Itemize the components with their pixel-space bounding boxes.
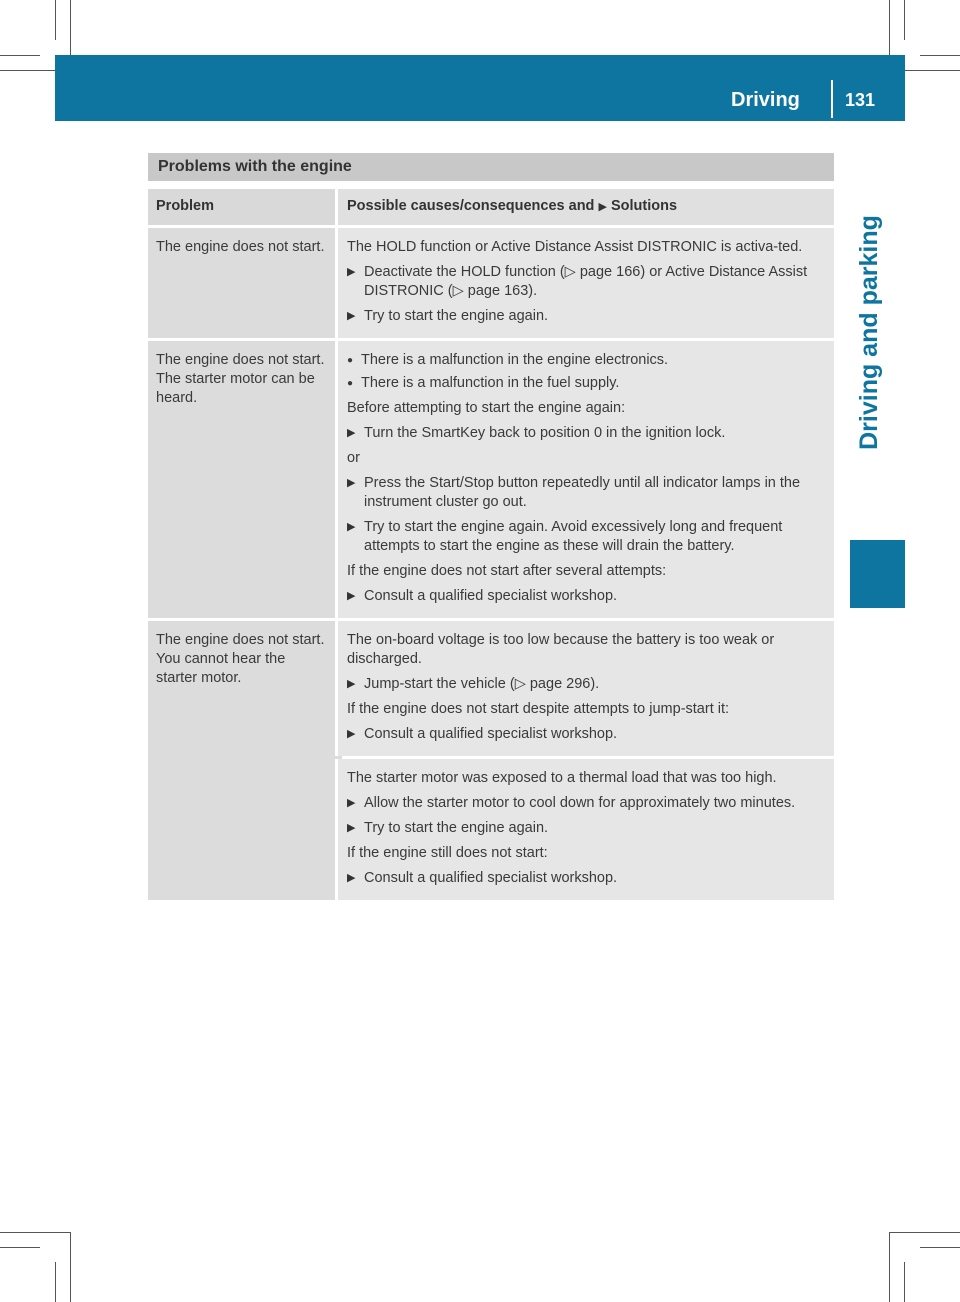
arrow-right-icon: ▶ — [347, 521, 356, 533]
solution-step-text: Jump-start the vehicle (▷ page 296). — [364, 676, 600, 692]
bullet-item — [347, 351, 825, 370]
solution-step — [347, 263, 825, 301]
solution-cell — [338, 341, 834, 618]
column-header-solutions — [338, 189, 834, 225]
problem-cell — [148, 341, 335, 618]
cause-text: If the engine still does not start: — [347, 845, 548, 861]
solution-step — [347, 725, 825, 744]
problem-text: The engine does not start. — [156, 239, 325, 255]
problem-cell — [148, 759, 335, 900]
solution-step — [347, 307, 825, 326]
crop-mark — [890, 1232, 960, 1233]
solution-step-text: Deactivate the HOLD function (▷ page 166) or Active Distance Assist DISTRONIC (▷ page 163). — [364, 264, 808, 299]
crop-mark — [0, 1232, 70, 1233]
problem-text: The engine does not start. The starter motor can be heard. — [156, 352, 325, 406]
crop-mark — [0, 1247, 40, 1248]
side-tab-label: Driving and parking — [855, 214, 884, 450]
table-header-row — [148, 189, 834, 225]
problem-cell — [148, 228, 335, 338]
solution-step-text: Consult a qualified specialist workshop. — [364, 726, 618, 742]
crop-mark — [920, 1247, 960, 1248]
column-header-problem: Problem — [148, 189, 335, 225]
crop-mark — [920, 55, 960, 56]
arrow-right-icon: ▶ — [347, 477, 356, 489]
cause-text: If the engine does not start after several attempts: — [347, 563, 667, 579]
solution-step-text: Allow the starter motor to cool down for approximately two minutes. — [364, 795, 796, 811]
bullet-text: There is a malfunction in the fuel supply. — [361, 375, 620, 391]
table-body — [148, 225, 834, 900]
solution-step-text: Try to start the engine again. — [364, 820, 549, 836]
cause-text: If the engine does not start despite attempts to jump-start it: — [347, 701, 730, 717]
solution-step — [347, 869, 825, 888]
cause-text: or — [347, 450, 360, 466]
solution-step — [347, 819, 825, 838]
cause-text: The starter motor was exposed to a thermal load that was too high. — [347, 770, 777, 786]
side-tab — [834, 121, 905, 543]
arrow-right-icon: ▶ — [347, 822, 356, 834]
problem-table — [148, 189, 834, 900]
solution-step-text: Consult a qualified specialist workshop. — [364, 870, 618, 886]
solution-step-text: Consult a qualified specialist workshop. — [364, 588, 618, 604]
bullet-icon: ● — [347, 378, 354, 389]
section-title: Problems with the engine — [148, 153, 834, 181]
bullet-icon: ● — [347, 355, 354, 366]
crop-mark — [889, 1232, 890, 1302]
crop-mark — [55, 0, 56, 40]
column-header-solutions-after: Solutions — [610, 198, 678, 214]
problem-text: The engine does not start. You cannot hear the starter motor. — [156, 632, 325, 686]
solution-step-text: Turn the SmartKey back to position 0 in the ignition lock. — [364, 425, 726, 441]
crop-mark — [904, 0, 905, 40]
column-header-solutions-before: Possible causes/consequences and — [347, 198, 595, 214]
bullet-text: There is a malfunction in the engine electronics. — [361, 352, 669, 368]
solution-step — [347, 587, 825, 606]
page-number: 131 — [845, 90, 876, 110]
solution-cell — [338, 228, 834, 338]
crop-mark — [904, 1262, 905, 1302]
arrow-right-icon: ▶ — [347, 590, 356, 602]
solution-cell — [338, 759, 834, 900]
header-divider — [831, 80, 833, 118]
solution-step — [347, 675, 825, 694]
arrow-right-icon: ▶ — [347, 872, 356, 884]
solution-step — [347, 424, 825, 443]
arrow-right-icon: ▶ — [347, 678, 356, 690]
arrow-right-icon: ▶ — [598, 201, 607, 213]
table-row — [148, 759, 834, 900]
arrow-right-icon: ▶ — [347, 728, 356, 740]
side-tab-marker — [850, 540, 905, 608]
table-row — [148, 621, 834, 756]
problem-cell — [148, 621, 335, 756]
arrow-right-icon: ▶ — [347, 427, 356, 439]
crop-mark — [0, 55, 40, 56]
table-row — [148, 228, 834, 338]
arrow-right-icon: ▶ — [347, 266, 356, 278]
solution-step-text: Try to start the engine again. Avoid excessively long and frequent attempts to start the engine as these will drain the battery. — [364, 519, 783, 554]
solution-step — [347, 474, 825, 512]
solution-step — [347, 794, 825, 813]
solution-step-text: Try to start the engine again. — [364, 308, 549, 324]
crop-mark — [55, 1262, 56, 1302]
arrow-right-icon: ▶ — [347, 310, 356, 322]
bullet-item — [347, 374, 825, 393]
crop-mark — [70, 1232, 71, 1302]
arrow-right-icon: ▶ — [347, 797, 356, 809]
solution-cell — [338, 621, 834, 756]
cause-text: The HOLD function or Active Distance Assist DISTRONIC is activa-ted. — [347, 239, 803, 255]
chapter-title: Driving — [731, 89, 800, 111]
cause-text: Before attempting to start the engine again: — [347, 400, 626, 416]
solution-step-text: Press the Start/Stop button repeatedly until all indicator lamps in the instrument cluster go out. — [364, 475, 801, 510]
table-row — [148, 341, 834, 618]
cause-text: The on-board voltage is too low because the battery is too weak or discharged. — [347, 632, 775, 667]
solution-step — [347, 518, 825, 556]
